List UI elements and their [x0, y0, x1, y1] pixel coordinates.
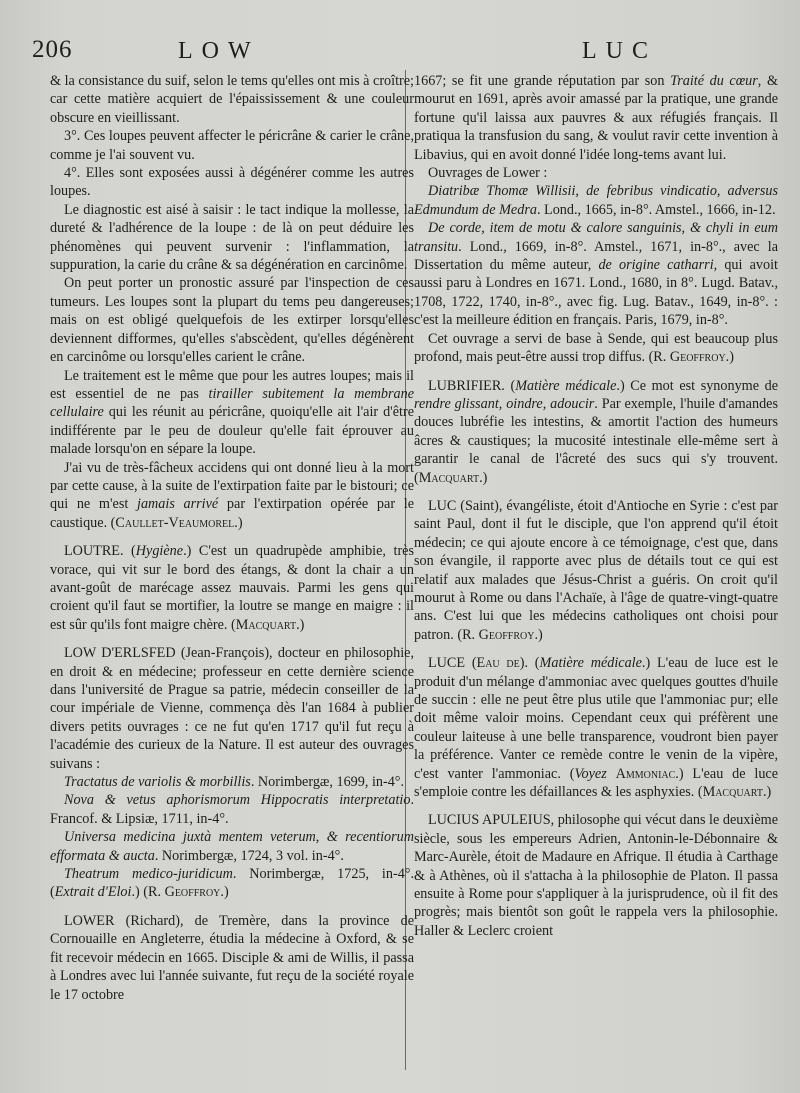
paragraph: Ouvrages de Lower :	[428, 165, 548, 182]
headword: LOUTRE.	[64, 543, 124, 560]
entry-loutre: LOUTRE. (Hygiène.) C'est un quadrupède amphibie, très vorace, qui vit sur le bord des étangs, & dont la chair a un avant-goût de marécage assez mauvais. Parmi les gens qui croient qu'il faut se mortifier, la loutre se mange en maigre : il est sûr qu'ils font maigre chère. (Macquart.)	[50, 543, 414, 633]
running-head-right: LUC	[582, 38, 657, 64]
bibliography-item: De corde, item de motu & calore sanguinis, & chyli in eum transitu. Lond., 1669, in-8°. Amstel., 1671, in-8°., avec la Dissertation du même auteur, de origine catharri, qui avoit aussi paru à Londres en 1671. Lond., 1680, in 8°. Lugd. Batav., 1708, 1722, 1740, in-8°., avec fig. Lug. Batav., 1649, in-8°. : c'est la meilleure édition en français. Paris, 1679, in-8°.	[414, 220, 778, 329]
paragraph: 3°. Ces loupes peuvent affecter le péricrâne & carier le crâne, comme je l'ai souvent vu.	[50, 128, 414, 163]
headword: LOWER	[64, 912, 115, 929]
bibliography-item: Theatrum medico-juridicum. Norimbergæ, 1725, in-4°. (Extrait d'Eloi.) (R. Geoffroy.)	[50, 866, 415, 901]
paragraph: On peut porter un pronostic assuré par l'inspection de ces tumeurs. Les loupes sont la plupart du tems peu dangereuses; mais on est obligé quelquefois de les extirper lorsqu'elles deviennent difformes, qu'elles s'abscèdent, qu'elles dégénèrent en carcinôme ou lorsqu'elles carient le crâne.	[50, 275, 414, 366]
entry-luc: LUC (Saint), évangéliste, étoit d'Antioche en Syrie : c'est par saint Paul, dont il fut le disciple, que l'on apprend qu'il étoit médecin; ce qui ajoute encore à ce témoignage, c'est que, dans son évangile, il rapporte avec plus de détails tout ce qui est relatif aux malades que Jésus-Christ a guéris. On croit qu'il mourut à Rome ou dans l'Achaïe, à l'âge de quatre-vingt-quatre ans. C'est lui que les médecins catholiques ont choisi pour patron. (R. Geoffroy.)	[414, 497, 778, 643]
paragraph: Cet ouvrage a servi de base à Sende, qui est beaucoup plus profond, mais peut-être aussi trop diffus. (R. Geoffroy.)	[414, 330, 778, 366]
paragraph: 4°. Elles sont exposées aussi à dégénérer comme les autres loupes.	[50, 165, 414, 200]
entry-luce: LUCE (Eau de). (Matière médicale.) L'eau de luce est le produit d'un mélange d'ammoniac avec quelques gouttes d'huile de succin : elle ne peut être plus utile que l'ammoniac pur; elle doit même valoir moins. Cependant ceux qui préfèrent une couleur laiteuse à une belle transparence, voudront bien payer la préférence. Vanter ce remède contre le venin de la vipère, c'est vanter l'ammoniac. (Voyez Ammoniac.) L'eau de luce s'emploie contre les défaillances & les asphyxies. (Macquart.)	[414, 655, 779, 801]
right-column	[414, 72, 778, 940]
entry-lubrifier: LUBRIFIER. (Matière médicale.) Ce mot est synonyme de rendre glissant, oindre, adoucir. Par exemple, l'huile d'amandes douces lubréfie les intestins, & amortit l'action des humeurs âcres & caustiques; la mucosité intestinale elle-même sert à garantir le canal de l'âcreté des sucs qui s'y trouvent. (Macquart.)	[414, 377, 779, 486]
running-header	[30, 36, 782, 70]
bibliography-item: Nova & vetus aphorismorum Hippocratis interpretatio. Francof. & Lipsiæ, 1711, in-4°.	[50, 792, 414, 827]
entry-low-derlsfed: LOW D'ERLSFED (Jean-François), docteur en philosophie, en droit & en médecine; professeur en cette dernière science dans l'université de Prague sa patrie, médecin conseiller de la cour impériale de Vienne, commença dès l'an 1684 à publier divers petits ouvrages : ce ne fut qu'en 1717 qu'il fut reçu à l'académie des curieux de la Nature. Il est auteur des ouvrages suivans :	[50, 645, 414, 772]
headword: LUBRIFIER.	[428, 377, 505, 394]
paragraph: & la consistance du suif, selon le tems qu'elles ont mis à croître; car cette matière acquiert de l'épaississement & une couleur obscure en vieillissant.	[50, 73, 414, 126]
headword: LUCE	[428, 655, 466, 672]
bibliography-item: Tractatus de variolis & morbillis. Norimbergæ, 1699, in-4°.	[64, 774, 405, 791]
paragraph: 1667; se fit une grande réputation par son Traité du cœur, & mourut en 1691, après avoir amassé par la pratique, une grande fortune qu'il laissa aux pauvres & aux réfugiés français. Il pratiqua la transfusion du sang, & voulut ravir cette invention à Libavius, qui en avoit donné l'idée long-tems avant lui.	[414, 73, 778, 163]
left-column	[50, 72, 414, 1004]
headword: LUCIUS APULEIUS	[428, 812, 551, 829]
bibliography-item: Universa medicina juxtà mentem veterum, & recentiorum efformata & aucta. Norimbergæ, 1724, 3 vol. in-4°.	[50, 829, 414, 864]
headword: LOW D'ERLSFED	[64, 645, 176, 662]
page-number: 206	[32, 36, 73, 63]
paragraph: Le diagnostic est aisé à saisir : le tact indique la mollesse, la dureté & l'adhérence de la loupe : de là on peut déduire les phénomènes qui peuvent survenir : l'inflammation, la suppuration, la carie du crâne & sa dégénération en carcinôme.	[50, 201, 414, 274]
entry-lucius-apuleius: LUCIUS APULEIUS, philosophe qui vécut dans le deuxième siècle, sous les empereurs Adrien, Antonin-le-Débonnaire & Marc-Aurèle, étoit de Madaure en Afrique. Il étudia à Carthage & à Athènes, où il s'attacha à la philosophie de Platon. Il passa ensuite à Rome pour s'appliquer à la jurisprudence, où il fit des progrès; mais bientôt son goût le rappela vers la philosophie. Haller & Leclerc croient	[414, 812, 779, 939]
running-head-left: LOW	[178, 38, 260, 64]
paragraph: J'ai vu de très-fâcheux accidens qui ont donné lieu à la mort par cette cause, à la suite de l'extirpation faite par le bistouri; ce qui ne m'est jamais arrivé par l'extirpation opérée par le caustique. (Caullet-Veaumorel.)	[50, 459, 414, 531]
entry-lower: LOWER (Richard), de Tremère, dans la province de Cornouaille en Angleterre, étudia la médecine à Oxford, & se fit recevoir médecin en 1665. Disciple & ami de Willis, il passa à Londres avec lui l'année suivante, fut reçu de la société royale le 17 octobre	[50, 912, 414, 1003]
headword: LUC	[428, 497, 457, 514]
bibliography-item: Diatribæ Thomæ Willisii, de febribus vindicatio, adversus Edmundum de Medra. Lond., 1665, in-8°. Amstel., 1666, in-12.	[414, 183, 778, 218]
paragraph: Le traitement est le même que pour les autres loupes; mais il est essentiel de ne pas tirailler subitement la membrane cellulaire qui les réunit au péricrâne, quoiqu'elle ait l'air d'être indifférente par le peu de douleur qu'elle fait éprouver au malade lorsqu'on en sépare la loupe.	[50, 367, 414, 458]
